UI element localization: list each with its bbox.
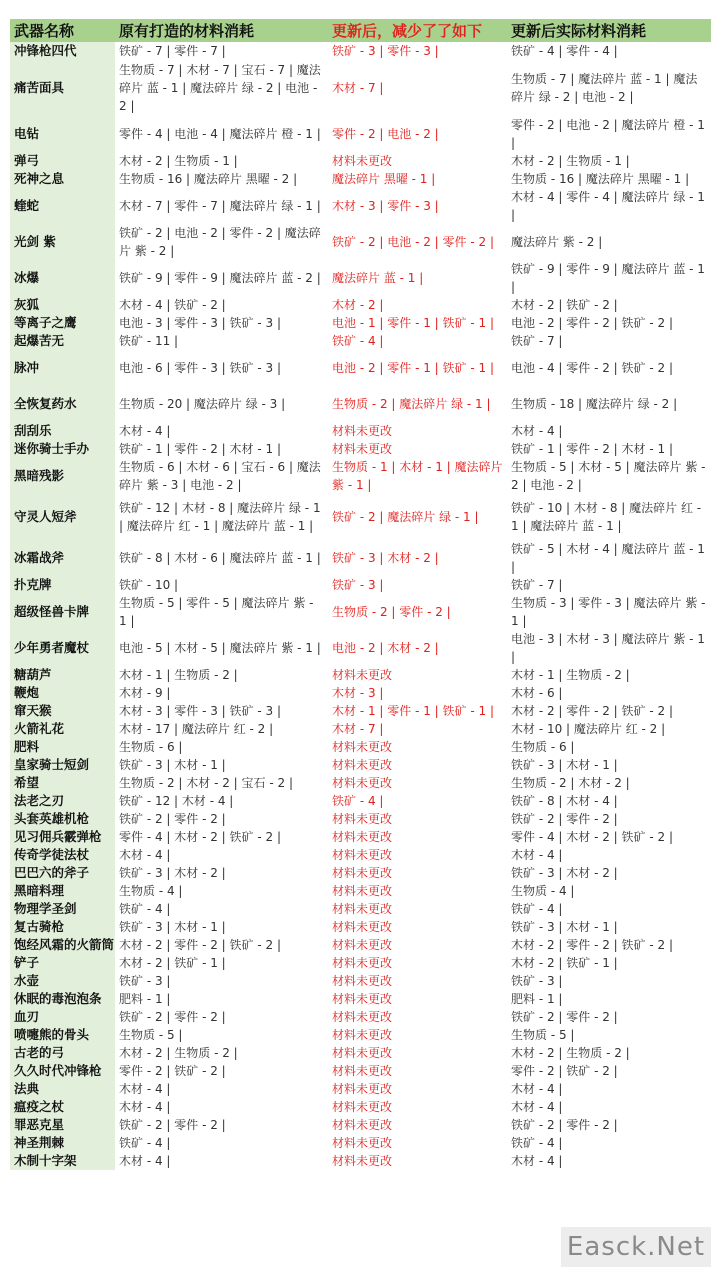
table-row <box>10 540 711 576</box>
actual-cost-cell: 木材 - 4 | <box>511 1082 563 1096</box>
original-cost-cell: 生物质 - 7 | 木材 - 7 | 宝石 - 7 | 魔法碎片 蓝 - 1 | 魔法碎片 绿 - 2 | 电池 - 2 | <box>119 63 321 113</box>
actual-cost-cell: 木材 - 1 | 生物质 - 2 | <box>511 668 630 682</box>
weapon-name-cell: 黑暗料理 <box>10 882 115 900</box>
weapon-name-cell: 瘟疫之杖 <box>10 1098 115 1116</box>
original-cost-cell: 电池 - 6 | 零件 - 3 | 铁矿 - 3 | <box>119 361 281 375</box>
weapon-name-cell: 肥料 <box>10 738 115 756</box>
table-row <box>10 828 711 846</box>
actual-cost-cell: 生物质 - 4 | <box>511 884 575 898</box>
actual-cost-cell: 木材 - 4 | 零件 - 4 | 魔法碎片 绿 - 1 | <box>511 190 705 222</box>
reduction-cell: 材料未更改 <box>332 956 393 970</box>
reduction-cell: 木材 - 7 | <box>332 722 384 736</box>
original-cost-cell: 木材 - 7 | 零件 - 7 | 魔法碎片 绿 - 1 | <box>119 199 321 213</box>
weapon-name-cell: 死神之息 <box>10 170 115 188</box>
actual-cost-cell: 电池 - 2 | 零件 - 2 | 铁矿 - 2 | <box>511 316 673 330</box>
weapon-name-cell: 见习佣兵霰弹枪 <box>10 828 115 846</box>
actual-cost-cell: 木材 - 4 | <box>511 1154 563 1168</box>
reduction-cell: 材料未更改 <box>332 902 393 916</box>
original-cost-cell: 肥料 - 1 | <box>119 992 171 1006</box>
table-row <box>10 666 711 684</box>
original-cost-cell: 铁矿 - 12 | 木材 - 4 | <box>119 794 234 808</box>
weapon-name-cell: 皇家骑士短剑 <box>10 756 115 774</box>
original-cost-cell: 生物质 - 4 | <box>119 884 183 898</box>
table-row <box>10 972 711 990</box>
reduction-cell: 铁矿 - 4 | <box>332 334 384 348</box>
reduction-cell: 材料未更改 <box>332 1100 393 1114</box>
actual-cost-cell: 铁矿 - 7 | <box>511 334 563 348</box>
weapon-name-cell: 刮刮乐 <box>10 422 115 440</box>
actual-cost-cell: 电池 - 3 | 木材 - 3 | 魔法碎片 紫 - 1 | <box>511 632 705 664</box>
original-cost-cell: 电池 - 5 | 木材 - 5 | 魔法碎片 紫 - 1 | <box>119 641 321 655</box>
original-cost-cell: 木材 - 1 | 生物质 - 2 | <box>119 668 238 682</box>
reduction-cell: 材料未更改 <box>332 1046 393 1060</box>
table-row <box>10 774 711 792</box>
weapon-name-cell: 血刃 <box>10 1008 115 1026</box>
reduction-cell: 电池 - 2 | 零件 - 1 | 铁矿 - 1 | <box>332 361 494 375</box>
table-row <box>10 1062 711 1080</box>
reduction-cell: 材料未更改 <box>332 1136 393 1150</box>
original-cost-cell: 电池 - 3 | 零件 - 3 | 铁矿 - 3 | <box>119 316 281 330</box>
actual-cost-cell: 木材 - 4 | <box>511 424 563 438</box>
weapon-name-cell: 冲锋枪四代 <box>10 42 115 60</box>
actual-cost-cell: 生物质 - 5 | <box>511 1028 575 1042</box>
reduction-cell: 魔法碎片 黑曜 - 1 | <box>332 172 436 186</box>
weapon-name-cell: 罪恶克星 <box>10 1116 115 1134</box>
reduction-cell: 材料未更改 <box>332 1154 393 1168</box>
actual-cost-cell: 肥料 - 1 | <box>511 992 563 1006</box>
weapon-name-cell: 扑克牌 <box>10 576 115 594</box>
reduction-cell: 生物质 - 2 | 零件 - 2 | <box>332 605 451 619</box>
table-row <box>10 386 711 422</box>
weapon-name-cell: 头套英雄机枪 <box>10 810 115 828</box>
table-row <box>10 296 711 314</box>
original-cost-cell: 铁矿 - 2 | 零件 - 2 | <box>119 812 226 826</box>
original-cost-cell: 铁矿 - 9 | 零件 - 9 | 魔法碎片 蓝 - 2 | <box>119 271 321 285</box>
actual-cost-cell: 生物质 - 5 | 木材 - 5 | 魔法碎片 紫 - 2 | 电池 - 2 | <box>511 460 706 492</box>
original-cost-cell: 生物质 - 5 | <box>119 1028 183 1042</box>
actual-cost-cell: 零件 - 4 | 木材 - 2 | 铁矿 - 2 | <box>511 830 673 844</box>
original-cost-cell: 铁矿 - 1 | 零件 - 2 | 木材 - 1 | <box>119 442 281 456</box>
reduction-cell: 铁矿 - 3 | <box>332 578 384 592</box>
reduction-cell: 材料未更改 <box>332 920 393 934</box>
actual-cost-cell: 零件 - 2 | 电池 - 2 | 魔法碎片 橙 - 1 | <box>511 118 705 150</box>
reduction-cell: 木材 - 2 | <box>332 298 384 312</box>
table-row <box>10 630 711 666</box>
actual-cost-cell: 生物质 - 2 | 木材 - 2 | <box>511 776 630 790</box>
reduction-cell: 铁矿 - 3 | 零件 - 3 | <box>332 44 439 58</box>
original-cost-cell: 铁矿 - 3 | <box>119 974 171 988</box>
weapon-name-cell: 电钻 <box>10 116 115 152</box>
original-cost-cell: 铁矿 - 7 | 零件 - 7 | <box>119 44 226 58</box>
actual-cost-cell: 铁矿 - 4 | <box>511 1136 563 1150</box>
table-row <box>10 900 711 918</box>
weapon-name-cell: 鞭炮 <box>10 684 115 702</box>
actual-cost-cell: 铁矿 - 4 | 零件 - 4 | <box>511 44 618 58</box>
original-cost-cell: 生物质 - 6 | <box>119 740 183 754</box>
table-row <box>10 576 711 594</box>
weapon-name-cell: 饱经风霜的火箭筒 <box>10 936 115 954</box>
reduction-cell: 材料未更改 <box>332 1028 393 1042</box>
original-cost-cell: 铁矿 - 2 | 零件 - 2 | <box>119 1010 226 1024</box>
weapon-name-cell: 糖葫芦 <box>10 666 115 684</box>
reduction-cell: 木材 - 3 | 零件 - 3 | <box>332 199 439 213</box>
table-row <box>10 720 711 738</box>
table-row <box>10 1116 711 1134</box>
weapon-name-cell: 脉冲 <box>10 350 115 386</box>
original-cost-cell: 木材 - 4 | <box>119 848 171 862</box>
actual-cost-cell: 铁矿 - 9 | 零件 - 9 | 魔法碎片 蓝 - 1 | <box>511 262 705 294</box>
original-cost-cell: 木材 - 4 | <box>119 424 171 438</box>
actual-cost-cell: 铁矿 - 5 | 木材 - 4 | 魔法碎片 蓝 - 1 | <box>511 542 705 574</box>
original-cost-cell: 木材 - 2 | 生物质 - 1 | <box>119 154 238 168</box>
table-row <box>10 1008 711 1026</box>
materials-table <box>10 19 711 1170</box>
reduction-cell: 电池 - 1 | 零件 - 1 | 铁矿 - 1 | <box>332 316 494 330</box>
table-row <box>10 440 711 458</box>
actual-cost-cell: 生物质 - 3 | 零件 - 3 | 魔法碎片 紫 - 1 | <box>511 596 706 628</box>
table-row <box>10 152 711 170</box>
weapon-name-cell: 木制十字架 <box>10 1152 115 1170</box>
weapon-name-cell: 少年勇者魔杖 <box>10 630 115 666</box>
reduction-cell: 生物质 - 2 | 魔法碎片 绿 - 1 | <box>332 397 491 411</box>
original-cost-cell: 生物质 - 2 | 木材 - 2 | 宝石 - 2 | <box>119 776 293 790</box>
original-cost-cell: 木材 - 4 | 铁矿 - 2 | <box>119 298 226 312</box>
original-cost-cell: 铁矿 - 2 | 零件 - 2 | <box>119 1118 226 1132</box>
weapon-name-cell: 黑暗残影 <box>10 458 115 494</box>
reduction-cell: 材料未更改 <box>332 424 393 438</box>
weapon-name-cell: 法老之刃 <box>10 792 115 810</box>
table-row <box>10 954 711 972</box>
reduction-cell: 木材 - 7 | <box>332 81 384 95</box>
actual-cost-cell: 电池 - 4 | 零件 - 2 | 铁矿 - 2 | <box>511 361 673 375</box>
reduction-cell: 材料未更改 <box>332 154 393 168</box>
actual-cost-cell: 木材 - 2 | 零件 - 2 | 铁矿 - 2 | <box>511 938 673 952</box>
actual-cost-cell: 木材 - 4 | <box>511 1100 563 1114</box>
actual-cost-cell: 魔法碎片 紫 - 2 | <box>511 235 603 249</box>
original-cost-cell: 木材 - 4 | <box>119 1082 171 1096</box>
reduction-cell: 材料未更改 <box>332 830 393 844</box>
actual-cost-cell: 铁矿 - 2 | 零件 - 2 | <box>511 812 618 826</box>
reduction-cell: 木材 - 3 | <box>332 686 384 700</box>
original-cost-cell: 木材 - 2 | 生物质 - 2 | <box>119 1046 238 1060</box>
original-cost-cell: 铁矿 - 4 | <box>119 1136 171 1150</box>
reduction-cell: 材料未更改 <box>332 992 393 1006</box>
reduction-cell: 材料未更改 <box>332 938 393 952</box>
reduction-cell: 材料未更改 <box>332 740 393 754</box>
reduction-cell: 材料未更改 <box>332 442 393 456</box>
weapon-name-cell: 火箭礼花 <box>10 720 115 738</box>
table-row <box>10 116 711 152</box>
weapon-name-cell: 久久时代冲锋枪 <box>10 1062 115 1080</box>
reduction-cell: 木材 - 1 | 零件 - 1 | 铁矿 - 1 | <box>332 704 494 718</box>
actual-cost-cell: 铁矿 - 10 | 木材 - 8 | 魔法碎片 红 - 1 | 魔法碎片 蓝 - 1 | <box>511 501 702 533</box>
actual-cost-cell: 生物质 - 6 | <box>511 740 575 754</box>
header-actual-cost: 更新后实际材料消耗 <box>507 19 711 42</box>
weapon-name-cell: 巴巴六的斧子 <box>10 864 115 882</box>
table-row <box>10 458 711 494</box>
table-row <box>10 738 711 756</box>
actual-cost-cell: 木材 - 2 | 生物质 - 2 | <box>511 1046 630 1060</box>
table-row <box>10 332 711 350</box>
table-row <box>10 1098 711 1116</box>
reduction-cell: 材料未更改 <box>332 848 393 862</box>
weapon-name-cell: 古老的弓 <box>10 1044 115 1062</box>
actual-cost-cell: 铁矿 - 3 | <box>511 974 563 988</box>
table-row <box>10 260 711 296</box>
weapon-name-cell: 窜天猴 <box>10 702 115 720</box>
actual-cost-cell: 生物质 - 16 | 魔法碎片 黑曜 - 1 | <box>511 172 690 186</box>
reduction-cell: 材料未更改 <box>332 776 393 790</box>
table-row <box>10 684 711 702</box>
weapon-name-cell: 弹弓 <box>10 152 115 170</box>
weapon-name-cell: 冰爆 <box>10 260 115 296</box>
weapon-name-cell: 铲子 <box>10 954 115 972</box>
header-weapon-name: 武器名称 <box>10 19 115 42</box>
reduction-cell: 材料未更改 <box>332 884 393 898</box>
weapon-name-cell: 起爆苦无 <box>10 332 115 350</box>
table-row <box>10 1080 711 1098</box>
weapon-name-cell: 希望 <box>10 774 115 792</box>
table-row <box>10 42 711 60</box>
actual-cost-cell: 木材 - 6 | <box>511 686 563 700</box>
reduction-cell: 材料未更改 <box>332 812 393 826</box>
actual-cost-cell: 铁矿 - 4 | <box>511 902 563 916</box>
table-row <box>10 936 711 954</box>
header-original-cost: 原有打造的材料消耗 <box>115 19 328 42</box>
table-row <box>10 1026 711 1044</box>
original-cost-cell: 生物质 - 16 | 魔法碎片 黑曜 - 2 | <box>119 172 298 186</box>
reduction-cell: 铁矿 - 3 | 木材 - 2 | <box>332 551 439 565</box>
site-watermark: Easck.Net <box>561 1227 711 1267</box>
actual-cost-cell: 铁矿 - 7 | <box>511 578 563 592</box>
table-row <box>10 882 711 900</box>
original-cost-cell: 铁矿 - 3 | 木材 - 2 | <box>119 866 226 880</box>
table-row <box>10 188 711 224</box>
reduction-cell: 材料未更改 <box>332 866 393 880</box>
reduction-cell: 材料未更改 <box>332 668 393 682</box>
table-row <box>10 594 711 630</box>
actual-cost-cell: 铁矿 - 8 | 木材 - 4 | <box>511 794 618 808</box>
table-row <box>10 810 711 828</box>
original-cost-cell: 铁矿 - 3 | 木材 - 1 | <box>119 758 226 772</box>
reduction-cell: 材料未更改 <box>332 1082 393 1096</box>
table-row <box>10 170 711 188</box>
original-cost-cell: 木材 - 2 | 铁矿 - 1 | <box>119 956 226 970</box>
actual-cost-cell: 铁矿 - 3 | 木材 - 2 | <box>511 866 618 880</box>
weapon-name-cell: 灰狐 <box>10 296 115 314</box>
original-cost-cell: 生物质 - 5 | 零件 - 5 | 魔法碎片 紫 - 1 | <box>119 596 314 628</box>
original-cost-cell: 木材 - 3 | 零件 - 3 | 铁矿 - 3 | <box>119 704 281 718</box>
weapon-name-cell: 全恢复药水 <box>10 386 115 422</box>
weapon-name-cell: 神圣荆棘 <box>10 1134 115 1152</box>
table-row <box>10 990 711 1008</box>
table-row <box>10 422 711 440</box>
original-cost-cell: 铁矿 - 11 | <box>119 334 179 348</box>
weapon-name-cell: 法典 <box>10 1080 115 1098</box>
table-row <box>10 1152 711 1170</box>
original-cost-cell: 零件 - 4 | 木材 - 2 | 铁矿 - 2 | <box>119 830 281 844</box>
table-row <box>10 792 711 810</box>
reduction-cell: 生物质 - 1 | 木材 - 1 | 魔法碎片 紫 - 1 | <box>332 460 503 492</box>
actual-cost-cell: 木材 - 10 | 魔法碎片 红 - 2 | <box>511 722 666 736</box>
weapon-name-cell: 水壶 <box>10 972 115 990</box>
reduction-cell: 材料未更改 <box>332 1064 393 1078</box>
reduction-cell: 铁矿 - 2 | 电池 - 2 | 零件 - 2 | <box>332 235 494 249</box>
weapon-name-cell: 迷你骑士手办 <box>10 440 115 458</box>
weapon-name-cell: 物理学圣剑 <box>10 900 115 918</box>
reduction-cell: 魔法碎片 蓝 - 1 | <box>332 271 424 285</box>
table-row <box>10 60 711 116</box>
original-cost-cell: 木材 - 17 | 魔法碎片 红 - 2 | <box>119 722 274 736</box>
header-reduction: 更新后，减少了了如下 <box>328 19 507 42</box>
weapon-name-cell: 等离子之鹰 <box>10 314 115 332</box>
actual-cost-cell: 铁矿 - 3 | 木材 - 1 | <box>511 758 618 772</box>
weapon-name-cell: 痛苦面具 <box>10 60 115 116</box>
reduction-cell: 材料未更改 <box>332 974 393 988</box>
table-row <box>10 1044 711 1062</box>
original-cost-cell: 铁矿 - 4 | <box>119 902 171 916</box>
actual-cost-cell: 木材 - 2 | 生物质 - 1 | <box>511 154 630 168</box>
table-row <box>10 1134 711 1152</box>
actual-cost-cell: 木材 - 2 | 铁矿 - 1 | <box>511 956 618 970</box>
weapon-name-cell: 光剑 紫 <box>10 224 115 260</box>
table-row <box>10 918 711 936</box>
reduction-cell: 铁矿 - 2 | 魔法碎片 绿 - 1 | <box>332 510 479 524</box>
original-cost-cell: 木材 - 9 | <box>119 686 171 700</box>
original-cost-cell: 铁矿 - 2 | 电池 - 2 | 零件 - 2 | 魔法碎片 紫 - 2 | <box>119 226 321 258</box>
reduction-cell: 铁矿 - 4 | <box>332 794 384 808</box>
table-row <box>10 494 711 540</box>
table-row <box>10 756 711 774</box>
header-row <box>10 19 711 42</box>
actual-cost-cell: 铁矿 - 2 | 零件 - 2 | <box>511 1118 618 1132</box>
original-cost-cell: 生物质 - 6 | 木材 - 6 | 宝石 - 6 | 魔法碎片 紫 - 3 | 电池 - 2 | <box>119 460 321 492</box>
reduction-cell: 材料未更改 <box>332 1118 393 1132</box>
original-cost-cell: 铁矿 - 12 | 木材 - 8 | 魔法碎片 绿 - 1 | 魔法碎片 红 - 1 | 魔法碎片 蓝 - 1 | <box>119 501 321 533</box>
original-cost-cell: 木材 - 4 | <box>119 1100 171 1114</box>
original-cost-cell: 零件 - 4 | 电池 - 4 | 魔法碎片 橙 - 1 | <box>119 127 321 141</box>
original-cost-cell: 生物质 - 20 | 魔法碎片 绿 - 3 | <box>119 397 286 411</box>
actual-cost-cell: 木材 - 2 | 零件 - 2 | 铁矿 - 2 | <box>511 704 673 718</box>
actual-cost-cell: 生物质 - 18 | 魔法碎片 绿 - 2 | <box>511 397 678 411</box>
weapon-name-cell: 冰霜战斧 <box>10 540 115 576</box>
actual-cost-cell: 铁矿 - 2 | 零件 - 2 | <box>511 1010 618 1024</box>
original-cost-cell: 铁矿 - 10 | <box>119 578 179 592</box>
table-row <box>10 350 711 386</box>
original-cost-cell: 铁矿 - 3 | 木材 - 1 | <box>119 920 226 934</box>
table-row <box>10 224 711 260</box>
weapon-name-cell: 喷嚏熊的骨头 <box>10 1026 115 1044</box>
table-row <box>10 702 711 720</box>
original-cost-cell: 铁矿 - 8 | 木材 - 6 | 魔法碎片 蓝 - 1 | <box>119 551 321 565</box>
actual-cost-cell: 零件 - 2 | 铁矿 - 2 | <box>511 1064 618 1078</box>
weapon-name-cell: 守灵人短斧 <box>10 494 115 540</box>
weapon-name-cell: 休眠的毒泡泡条 <box>10 990 115 1008</box>
weapon-name-cell: 传奇学徒法杖 <box>10 846 115 864</box>
table-row <box>10 846 711 864</box>
actual-cost-cell: 木材 - 2 | 铁矿 - 2 | <box>511 298 618 312</box>
weapon-name-cell: 超级怪兽卡牌 <box>10 594 115 630</box>
original-cost-cell: 木材 - 4 | <box>119 1154 171 1168</box>
table-row <box>10 864 711 882</box>
original-cost-cell: 木材 - 2 | 零件 - 2 | 铁矿 - 2 | <box>119 938 281 952</box>
reduction-cell: 电池 - 2 | 木材 - 2 | <box>332 641 439 655</box>
weapon-name-cell: 复古骑枪 <box>10 918 115 936</box>
weapon-name-cell: 蝰蛇 <box>10 188 115 224</box>
original-cost-cell: 零件 - 2 | 铁矿 - 2 | <box>119 1064 226 1078</box>
reduction-cell: 零件 - 2 | 电池 - 2 | <box>332 127 439 141</box>
reduction-cell: 材料未更改 <box>332 758 393 772</box>
actual-cost-cell: 木材 - 4 | <box>511 848 563 862</box>
actual-cost-cell: 铁矿 - 1 | 零件 - 2 | 木材 - 1 | <box>511 442 673 456</box>
actual-cost-cell: 生物质 - 7 | 魔法碎片 蓝 - 1 | 魔法碎片 绿 - 2 | 电池 - 2 | <box>511 72 698 104</box>
reduction-cell: 材料未更改 <box>332 1010 393 1024</box>
actual-cost-cell: 铁矿 - 3 | 木材 - 1 | <box>511 920 618 934</box>
table-row <box>10 314 711 332</box>
